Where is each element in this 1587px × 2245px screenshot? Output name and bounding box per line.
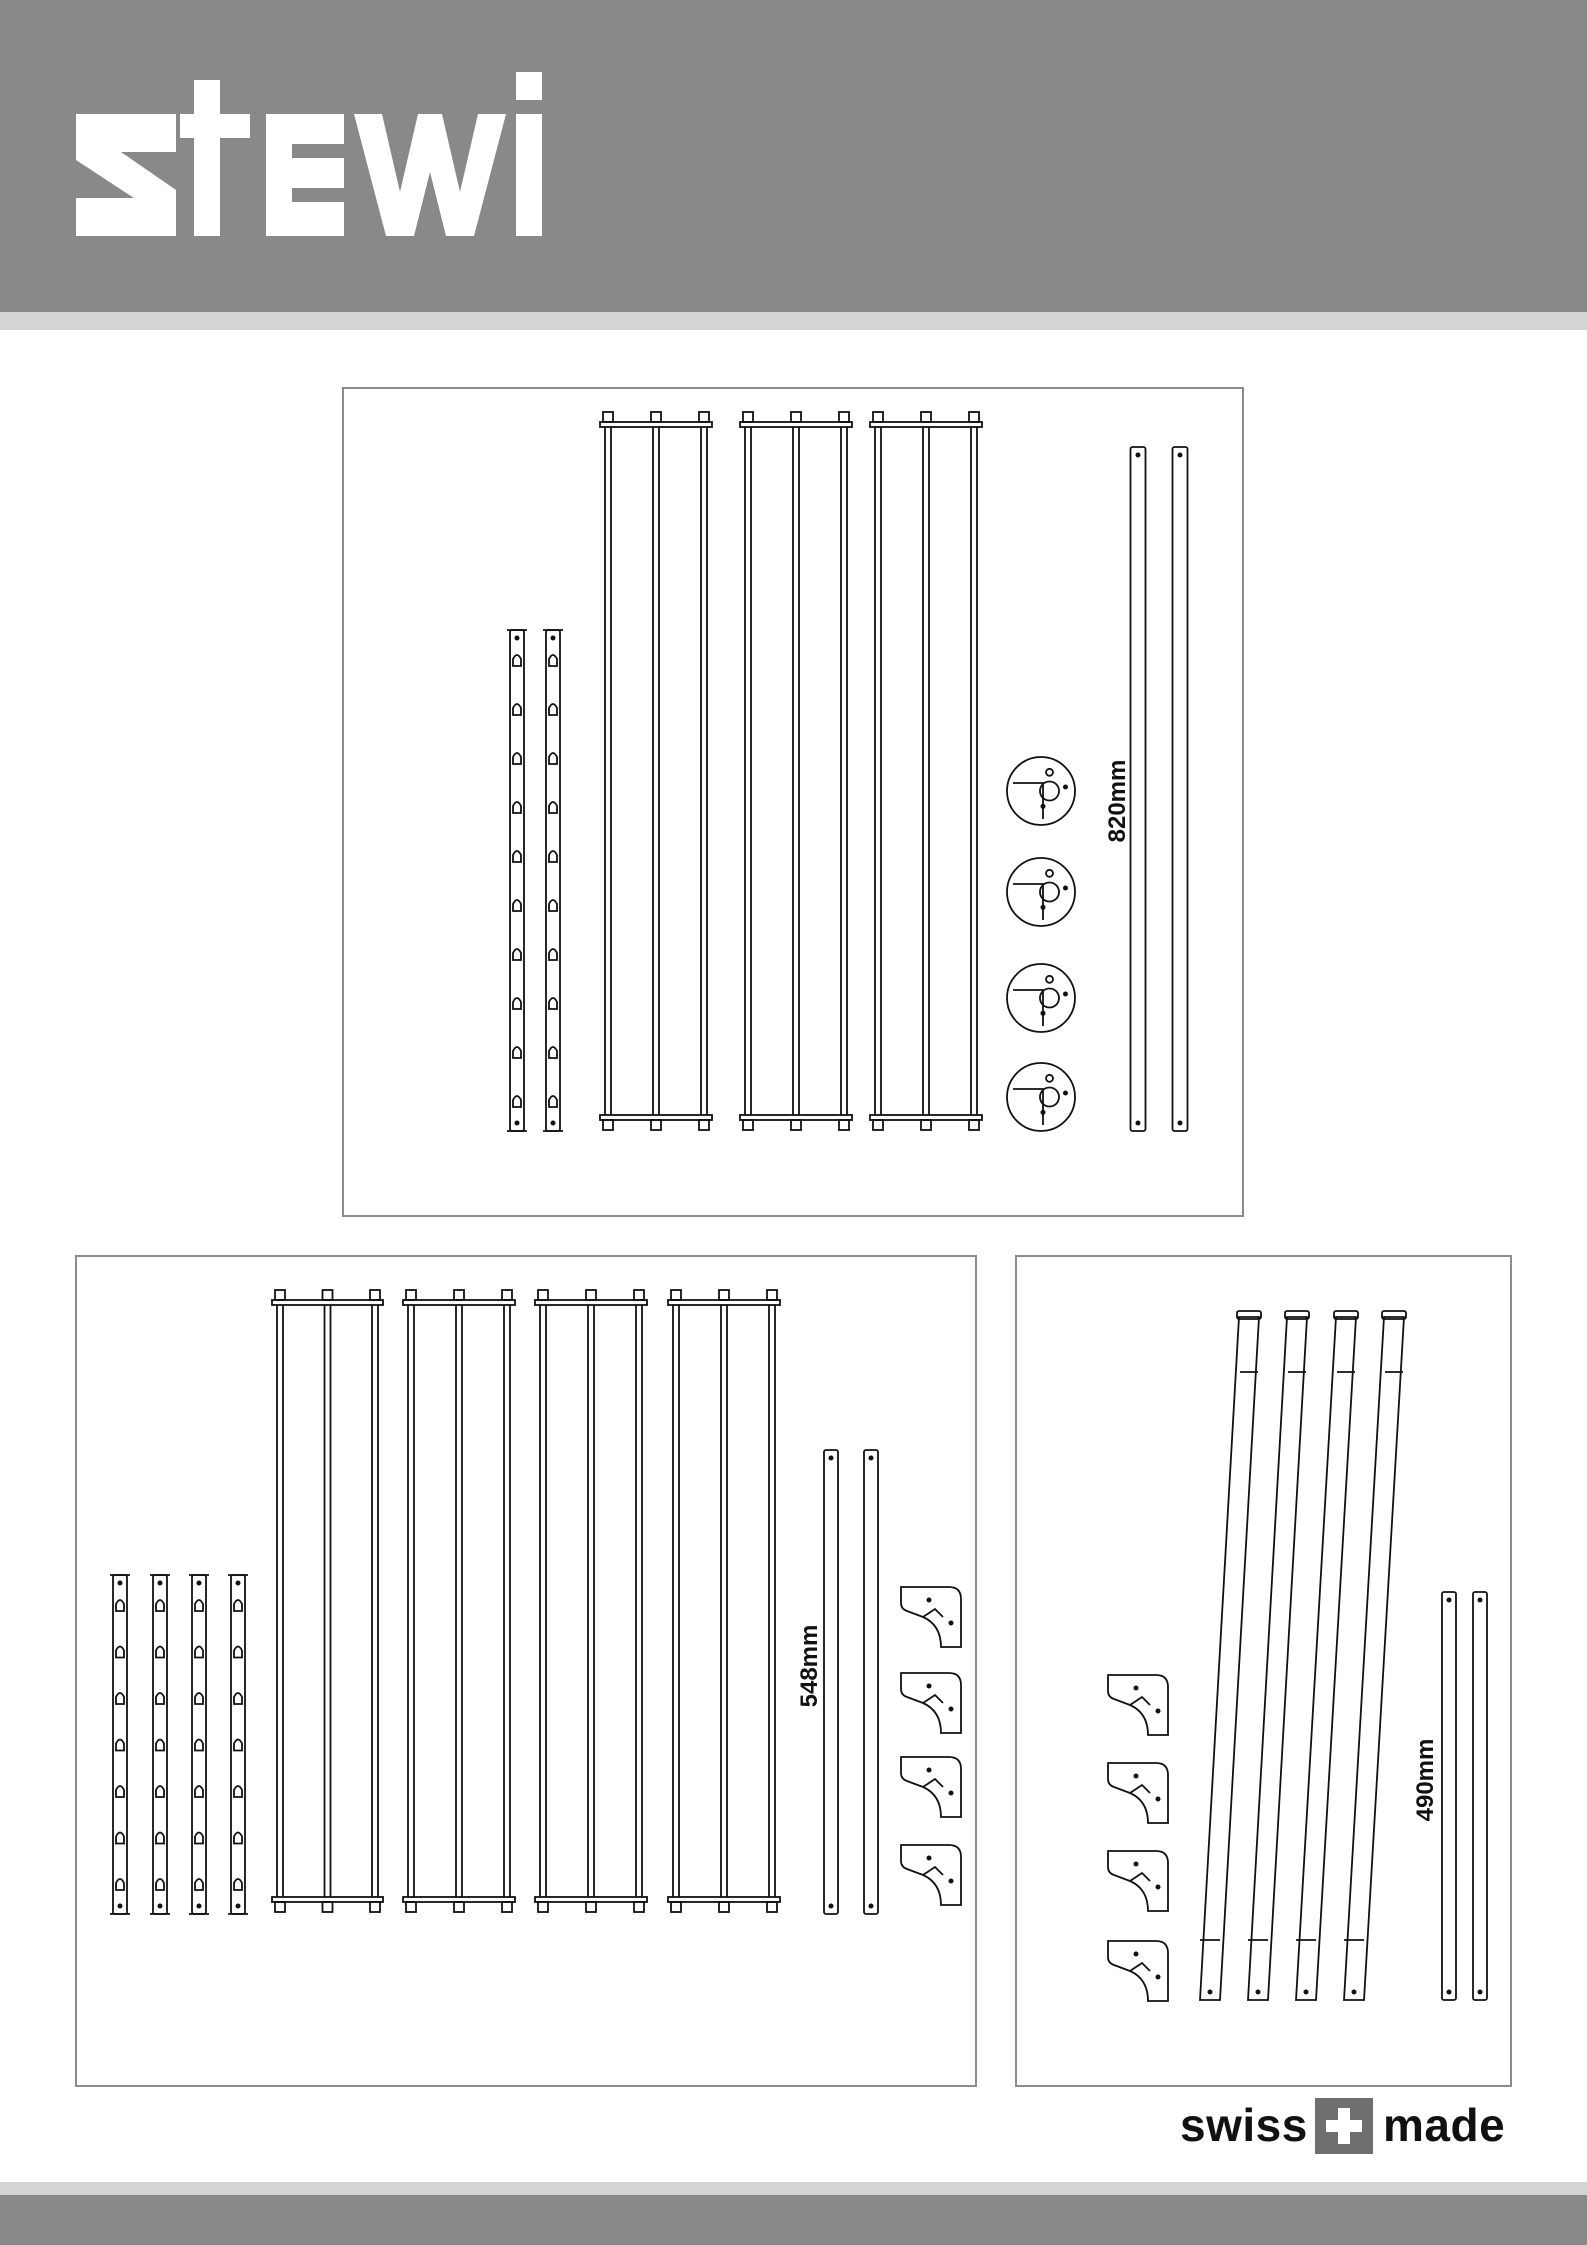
corner-bracket [1108, 1675, 1168, 1735]
dimension-label-548: 548mm [796, 1624, 823, 1708]
pole [824, 1450, 838, 1914]
footer-stripe [0, 2182, 1587, 2195]
corner-bracket [1108, 1851, 1168, 1911]
pole [1173, 447, 1188, 1131]
dimension-label-490: 490mm [1412, 1738, 1439, 1822]
pole [864, 1450, 878, 1914]
round-mount [1007, 757, 1075, 825]
round-mount [1007, 964, 1075, 1032]
swiss-cross-icon [1315, 2098, 1373, 2154]
slotted-rail [110, 1575, 130, 1914]
badge-swiss-text: swiss [1180, 2099, 1308, 2151]
rod-frame [600, 412, 712, 1130]
badge-made-text: made [1383, 2099, 1506, 2151]
parts-drawing-bottom-right [1015, 1255, 1512, 2087]
header-stripe [0, 312, 1587, 330]
slotted-rail [507, 630, 527, 1131]
rod-frame [535, 1290, 647, 1912]
corner-bracket [1108, 1941, 1168, 2001]
slotted-rail [228, 1575, 248, 1914]
corner-bracket [901, 1757, 961, 1817]
round-mount [1007, 858, 1075, 926]
pole [1131, 447, 1146, 1131]
slotted-rail [189, 1575, 209, 1914]
rod-frame [403, 1290, 515, 1912]
corner-bracket [901, 1587, 961, 1647]
leg-tube [1248, 1311, 1309, 2000]
rod-frame [870, 412, 982, 1130]
pole [1473, 1592, 1487, 2000]
rod-frame [740, 412, 852, 1130]
rod-frame [272, 1290, 383, 1912]
stewi-logo [76, 72, 576, 240]
dimension-label-820: 820mm [1104, 759, 1131, 843]
rod-frame [668, 1290, 780, 1912]
corner-bracket [1108, 1763, 1168, 1823]
footer-band [0, 2195, 1587, 2245]
corner-bracket [901, 1845, 961, 1905]
pole [1442, 1592, 1456, 2000]
parts-drawing-bottom-left [75, 1255, 977, 2087]
leg-tube [1296, 1311, 1358, 2000]
corner-bracket [901, 1673, 961, 1733]
leg-tube [1200, 1311, 1261, 2000]
leg-tube [1344, 1311, 1406, 2000]
slotted-rail [543, 630, 563, 1131]
slotted-rail [150, 1575, 170, 1914]
round-mount [1007, 1063, 1075, 1131]
